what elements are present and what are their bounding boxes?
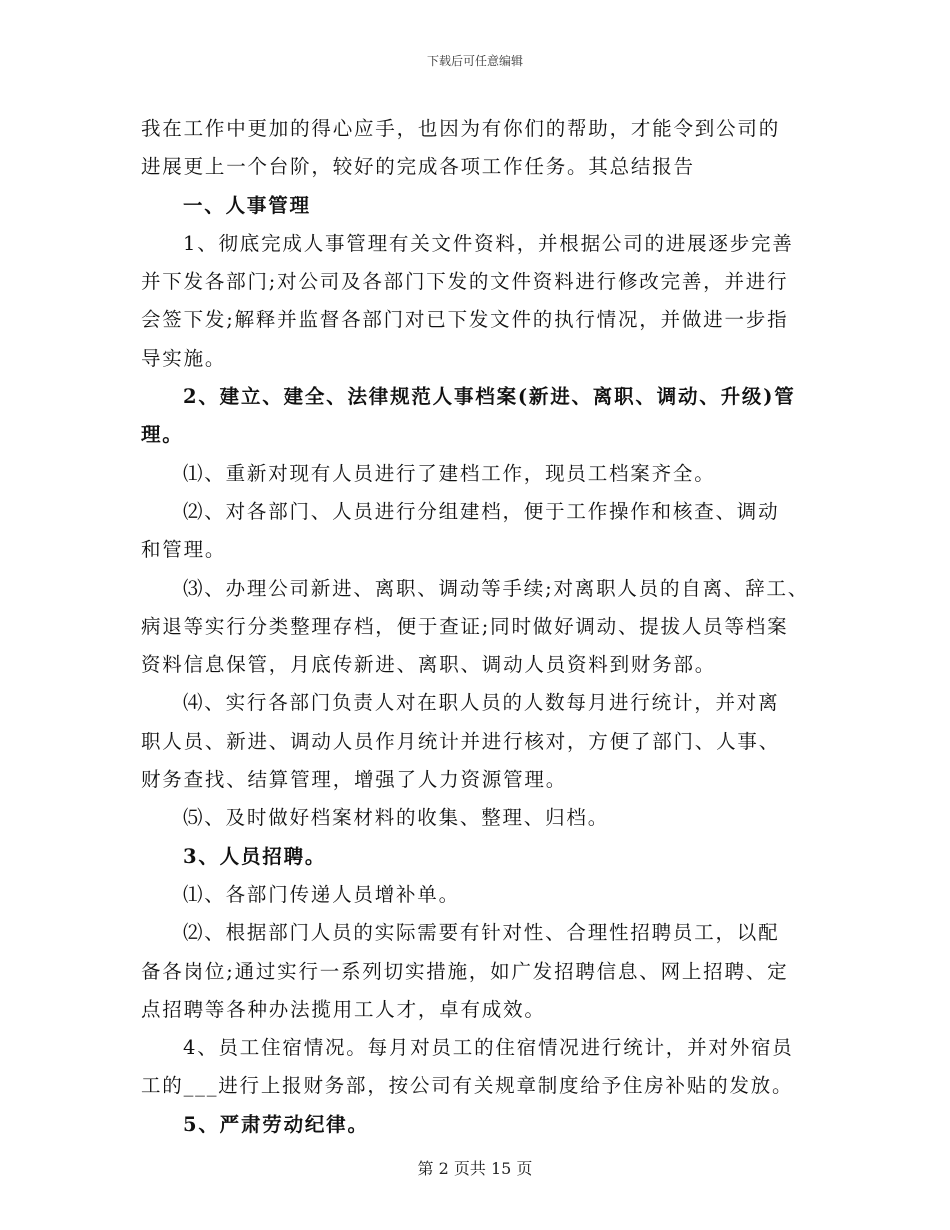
body-line: ⑴、各部门传递人员增补单。 — [183, 882, 460, 906]
body-line: 1、彻底完成人事管理有关文件资料，并根据公司的进展逐步完善 — [183, 231, 794, 255]
page-header-note: 下载后可任意编辑 — [426, 54, 523, 68]
body-line: ⑷、实行各部门负责人对在职人员的人数每月进行统计，并对离 — [183, 691, 780, 715]
body-line: 财务查找、结算管理，增强了人力资源管理。 — [141, 768, 568, 792]
section-heading: 2、建立、建全、法律规范人事档案(新进、离职、调动、升级)管 — [183, 385, 796, 409]
body-line: 4、员工住宿情况。每月对员工的住宿情况进行统计，并对外宿员 — [183, 1036, 794, 1060]
body-line: 职人员、新进、调动人员作月统计并进行核对，方便了部门、人事、 — [141, 729, 781, 753]
document-body — [141, 110, 831, 1144]
body-line: ⑵、对各部门、人员进行分组建档，便于工作操作和核查、调动 — [183, 499, 780, 523]
body-line: 导实施。 — [141, 346, 227, 370]
body-line: ⑵、根据部门人员的实际需要有针对性、合理性招聘员工，以配 — [183, 921, 780, 945]
body-line: 工的___进行上报财务部，按公司有关规章制度给予住房补贴的发放。 — [141, 1074, 794, 1098]
section-heading-continued: 理。 — [141, 423, 184, 447]
body-line: 资料信息保管，月底传新进、离职、调动人员资料到财务部。 — [141, 653, 717, 677]
body-line: 备各岗位;通过实行一系列切实措施，如广发招聘信息、网上招聘、定 — [141, 959, 789, 983]
body-line: 进展更上一个台阶，较好的完成各项工作任务。其总结报告 — [141, 155, 695, 179]
body-line: 会签下发;解释并监督各部门对已下发文件的执行情况，并做进一步指 — [141, 308, 789, 332]
body-line: ⑸、及时做好档案材料的收集、整理、归档。 — [183, 806, 610, 830]
body-line: 病退等实行分类整理存档，便于查证;同时做好调动、提拔人员等档案 — [141, 614, 789, 638]
page-footer-number: 第 2 页共 15 页 — [417, 1159, 533, 1178]
body-line: 和管理。 — [141, 538, 227, 562]
body-line: 并下发各部门;对公司及各部门下发的文件资料进行修改完善，并进行 — [141, 270, 789, 294]
body-line: 我在工作中更加的得心应手，也因为有你们的帮助，才能令到公司的 — [141, 117, 781, 140]
body-line: ⑴、重新对现有人员进行了建档工作，现员工档案齐全。 — [183, 461, 716, 485]
section-heading: 一、人事管理 — [183, 193, 311, 217]
section-heading: 3、人员招聘。 — [183, 844, 327, 868]
body-line: ⑶、办理公司新进、离职、调动等手续;对离职人员的自离、辞工、 — [183, 576, 810, 600]
body-line: 点招聘等各种办法揽用工人才，卓有成效。 — [141, 997, 546, 1021]
section-heading: 5、严肃劳动纪律。 — [183, 1112, 369, 1136]
